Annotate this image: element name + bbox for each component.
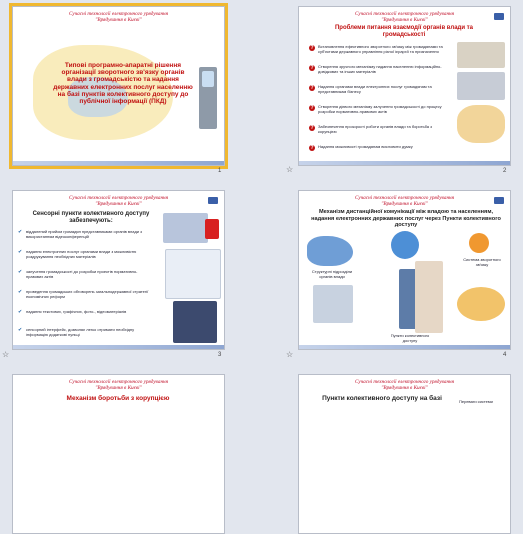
checkmark-icon: ✔ bbox=[18, 327, 23, 333]
flow-label: Структурні підрозділи органів влади bbox=[311, 269, 353, 279]
list-item: надання текстових, графічних, фото-, відеоматеріалів bbox=[26, 309, 127, 314]
slide-header: Сучасні технології електронного урядування "Врядування в Києві" bbox=[354, 379, 455, 391]
question-icon: ? bbox=[310, 105, 314, 111]
aside-label: Переваги системи bbox=[459, 399, 493, 404]
list-item: Надання органами влади електронних послуг громадянам та представникам бізнесу bbox=[318, 84, 432, 94]
slide-thumbnail-3[interactable] bbox=[12, 190, 225, 350]
question-icon: ? bbox=[310, 65, 314, 71]
slide-thumbnail-5[interactable] bbox=[12, 374, 225, 534]
star-icon[interactable]: ☆ bbox=[286, 165, 294, 174]
star-icon[interactable]: ☆ bbox=[2, 350, 10, 359]
checkmark-icon: ✔ bbox=[18, 309, 23, 315]
question-icon: ? bbox=[310, 45, 314, 51]
list-item: надання електронних послуг органами влади з можливістю роздрукування необхідних матеріалів bbox=[26, 249, 137, 259]
slide-title: Механізм дистанційної комунікації між владою та населенням, надання електронних державних послуг через Пункти колективного доступу bbox=[311, 209, 501, 229]
slide-number: 1 bbox=[218, 168, 222, 174]
slide-thumbnail-2[interactable] bbox=[298, 6, 511, 166]
globe-icon bbox=[391, 231, 419, 259]
flow-label: Пункти колективного доступу bbox=[390, 333, 430, 343]
question-icon: ? bbox=[310, 145, 314, 151]
slide-thumbnail-1[interactable] bbox=[12, 6, 225, 166]
slide-title: Типові програмно-апаратні рішення організації зворотного зв'язку органів влади з громадськістю та надання державних електронних послуг населенню на базі пунктів колективного доступу до публічної інформації (ПКД) bbox=[53, 62, 193, 106]
illustration-image bbox=[163, 213, 208, 243]
photo-image bbox=[173, 301, 217, 343]
photo-image bbox=[457, 72, 505, 100]
map-image bbox=[457, 105, 505, 143]
list-item: Створення зручного механізму надання населенню інформаційно-довідкових та інших матеріалів bbox=[318, 64, 442, 74]
slide-thumbnail-4[interactable] bbox=[298, 190, 511, 350]
slide-footer bbox=[299, 345, 510, 349]
email-icon bbox=[469, 233, 489, 253]
logo-icon bbox=[494, 13, 504, 20]
checkmark-icon: ✔ bbox=[18, 269, 23, 275]
star-icon[interactable]: ☆ bbox=[286, 350, 294, 359]
map-image bbox=[307, 236, 353, 266]
question-icon: ? bbox=[310, 85, 314, 91]
slide-title: Сенсорні пункти колективного доступу забезпечують: bbox=[32, 211, 150, 224]
woman-photo bbox=[415, 261, 443, 333]
list-item: Надання можливості громадянам висловити думку bbox=[318, 144, 413, 149]
slide-title: Пункти колективного доступу на базі bbox=[322, 395, 442, 402]
slide-header: Сучасні технології електронного урядування "Врядування в Києві" bbox=[68, 379, 169, 391]
slide-footer bbox=[299, 161, 510, 165]
slide-footer bbox=[13, 345, 224, 349]
logo-icon bbox=[208, 197, 218, 204]
document-icon bbox=[205, 219, 219, 239]
slide-number: 3 bbox=[218, 352, 222, 358]
slide-header: Сучасні технології електронного урядування "Врядування в Києві" bbox=[354, 11, 455, 23]
list-item: Створення дієвого механізму залучення громадськості до процесу розробки нормативно-правових актів bbox=[318, 104, 442, 114]
list-item: Забезпечення прозорості роботи органів влади та боротьба з корупцією bbox=[318, 124, 432, 134]
slide-footer bbox=[13, 161, 224, 165]
list-item: Встановлення ефективного зворотного зв'язку між громадянами та суб'єктами державного управління різної ієрархії та призначення bbox=[318, 44, 443, 54]
map-image bbox=[457, 287, 505, 321]
checkmark-icon: ✔ bbox=[18, 229, 23, 235]
slide-header: Сучасні технології електронного урядування "Врядування в Києві" bbox=[68, 195, 169, 207]
slide-thumbnail-6[interactable] bbox=[298, 374, 511, 534]
user-photo bbox=[313, 285, 353, 323]
slide-header: Сучасні технології електронного урядування "Врядування в Києві" bbox=[68, 11, 169, 23]
flow-label: Система зворотного зв'язку bbox=[463, 257, 501, 267]
slide-number: 4 bbox=[503, 352, 507, 358]
list-item: віддалений прийом громадян представниками органів влади з використанням відеоконференцій bbox=[26, 229, 142, 239]
documents-image bbox=[165, 249, 221, 299]
logo-icon bbox=[494, 197, 504, 204]
question-icon: ? bbox=[310, 125, 314, 131]
slide-title: Проблеми питання взаємодії органів влади та громадськості bbox=[334, 25, 473, 38]
list-item: проведення громадських обговорень загальнодержавної стратегії економічних реформ bbox=[26, 289, 149, 299]
slide-number: 2 bbox=[503, 168, 507, 174]
photo-image bbox=[457, 42, 505, 68]
slide-header: Сучасні технології електронного урядування "Врядування в Києві" bbox=[354, 195, 455, 207]
list-item: залучення громадськості до розробки проектів нормативно-правових актів bbox=[26, 269, 138, 279]
slide-title: Механізм боротьби з корупцією bbox=[66, 395, 170, 402]
list-item: сенсорний інтерфейс, дозволяє легко отримати необхідну інформацію додаткові пульці bbox=[26, 327, 135, 337]
kiosk-screen bbox=[202, 71, 214, 87]
checkmark-icon: ✔ bbox=[18, 289, 23, 295]
checkmark-icon: ✔ bbox=[18, 249, 23, 255]
